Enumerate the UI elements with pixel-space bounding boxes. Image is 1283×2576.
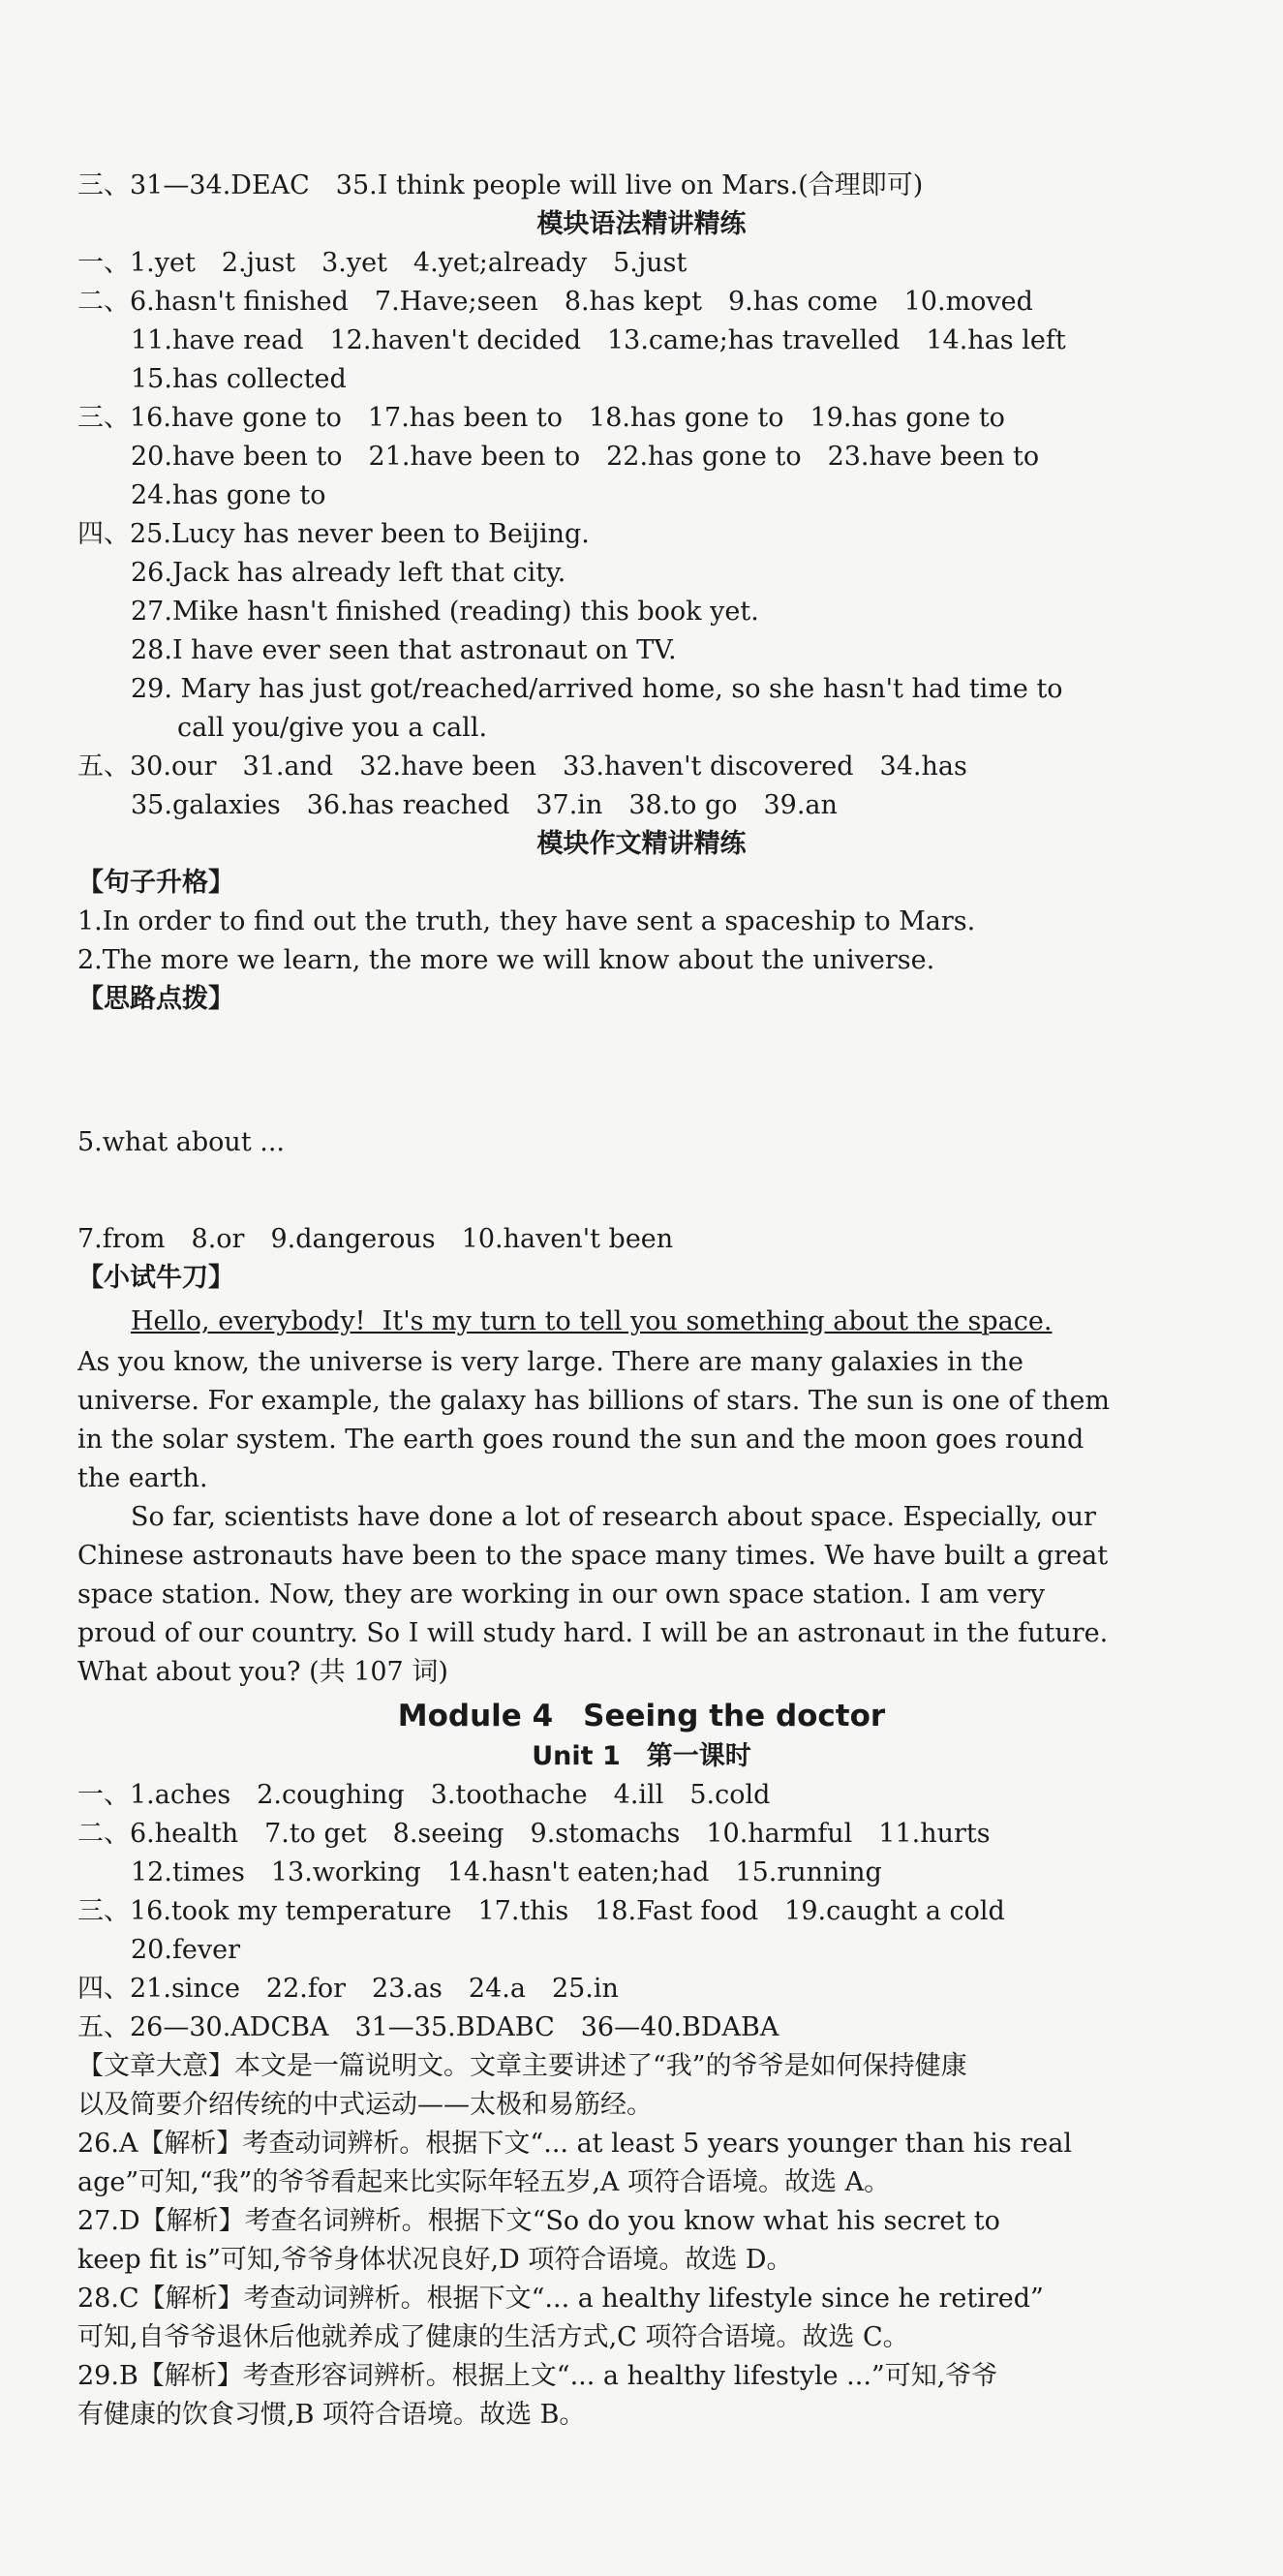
- essay-line: What about you? (共 107 词): [77, 1657, 448, 1687]
- text-line: 【文章大意】本文是一篇说明文。文章主要讲述了“我”的爷爷是如何保持健康: [77, 2051, 967, 2081]
- text-line: 以及简要介绍传统的中式运动——太极和易筋经。: [77, 2090, 653, 2120]
- text-line: keep fit is”可知,爷爷身体状况良好,D 项符合语境。故选 D。: [77, 2245, 793, 2275]
- section-heading: 【思路点拨】: [77, 984, 234, 1014]
- text-line: [77, 1172, 1206, 1211]
- text-line: 可知,自爷爷退休后他就养成了健康的生活方式,C 项符合语境。故选 C。: [77, 2322, 909, 2352]
- text-line: 27.Mike hasn't finished (reading) this book yet.: [131, 597, 759, 627]
- text-line: 1.In order to find out the truth, they have sent a spaceship to Mars.: [77, 906, 976, 936]
- text-line: 三、31—34.DEAC 35.I think people will live on Mars.(合理即可): [77, 170, 924, 200]
- section-heading: 【句子升格】: [77, 868, 234, 898]
- essay-line: the earth.: [77, 1463, 208, 1493]
- section-title: 模块作文精讲精练: [536, 829, 747, 859]
- text-line: 11.have read 12.haven't decided 13.came;has travelled 14.has left: [131, 325, 1066, 355]
- text-line: 一、1.yet 2.just 3.yet 4.yet;already 5.just: [77, 248, 687, 278]
- unit-title: Unit 1 第一课时: [532, 1741, 751, 1771]
- text-line: 27.D【解析】考查名词辨析。根据下文“So do you know what his secret to: [77, 2206, 1000, 2236]
- text-line: 7.from 8.or 9.dangerous 10.haven't been: [77, 1224, 674, 1254]
- text-line: 28.I have ever seen that astronaut on TV.: [131, 635, 677, 665]
- text-line: 24.has gone to: [131, 480, 326, 510]
- text-line: 四、21.since 22.for 23.as 24.a 25.in: [77, 1974, 619, 2004]
- essay-line: Chinese astronauts have been to the space many times. We have built a great: [77, 1541, 1109, 1571]
- text-line: 20.fever: [131, 1935, 241, 1965]
- text-line: 35.galaxies 36.has reached 37.in 38.to go 39.an: [131, 790, 838, 820]
- text-line: 五、26—30.ADCBA 31—35.BDABC 36—40.BDABA: [77, 2012, 779, 2042]
- text-line: 26.A【解析】考查动词辨析。根据下文“... at least 5 years younger than his real: [77, 2129, 1072, 2159]
- text-line: 12.times 13.working 14.hasn't eaten;had 15.running: [131, 1857, 882, 1887]
- essay-line: space station. Now, they are working in our own space station. I am very: [77, 1579, 1046, 1610]
- text-line: 三、16.have gone to 17.has been to 18.has gone to 19.has gone to: [77, 403, 1005, 433]
- essay-line: proud of our country. So I will study hard. I will be an astronaut in the future.: [77, 1618, 1109, 1648]
- text-line: 三、16.took my temperature 17.this 18.Fast food 19.caught a cold: [77, 1896, 1005, 1926]
- section-title: 模块语法精讲精练: [536, 209, 747, 239]
- section-heading: 【小试牛刀】: [77, 1263, 234, 1293]
- text-line: call you/give you a call.: [177, 713, 488, 743]
- text-line: 2.The more we learn, the more we will know about the universe.: [77, 945, 935, 975]
- text-line: age”可知,“我”的爷爷看起来比实际年轻五岁,A 项符合语境。故选 A。: [77, 2167, 891, 2197]
- text-line: 五、30.our 31.and 32.have been 33.haven't discovered 34.has: [77, 751, 967, 782]
- essay-line: universe. For example, the galaxy has billions of stars. The sun is one of them: [77, 1386, 1110, 1416]
- text-line: 5.what about ...: [77, 1127, 285, 1157]
- text-line: 四、25.Lucy has never been to Beijing.: [77, 519, 590, 549]
- essay-line: As you know, the universe is very large. There are many galaxies in the: [77, 1347, 1023, 1377]
- text-line: 二、6.health 7.to get 8.seeing 9.stomachs 10.harmful 11.hurts: [77, 1819, 991, 1849]
- text-line: 二、6.hasn't finished 7.Have;seen 8.has kept 9.has come 10.moved: [77, 287, 1033, 317]
- module-title: Module 4 Seeing the doctor: [397, 1699, 886, 1733]
- essay-line: in the solar system. The earth goes round the sun and the moon goes round: [77, 1425, 1084, 1455]
- text-line: 一、1.aches 2.coughing 3.toothache 4.ill 5.cold: [77, 1780, 771, 1810]
- text-line: 29.B【解析】考查形容词辨析。根据上文“... a healthy lifestyle ...”可知,爷爷: [77, 2361, 998, 2391]
- text-line: 有健康的饮食习惯,B 项符合语境。故选 B。: [77, 2400, 586, 2430]
- essay-line: Hello, everybody! It's my turn to tell you something about the space.: [131, 1306, 1053, 1336]
- text-line: 15.has collected: [131, 364, 347, 394]
- essay-line: So far, scientists have done a lot of research about space. Especially, our: [131, 1502, 1096, 1532]
- text-line: 28.C【解析】考查动词辨析。根据下文“... a healthy lifestyle since he retired”: [77, 2284, 1044, 2314]
- text-line: 29. Mary has just got/reached/arrived home, so she hasn't had time to: [131, 674, 1063, 704]
- text-line: [77, 1075, 1206, 1114]
- text-line: 26.Jack has already left that city.: [131, 558, 566, 588]
- text-line: [77, 1022, 1206, 1060]
- text-line: 20.have been to 21.have been to 22.has gone to 23.have been to: [131, 442, 1040, 472]
